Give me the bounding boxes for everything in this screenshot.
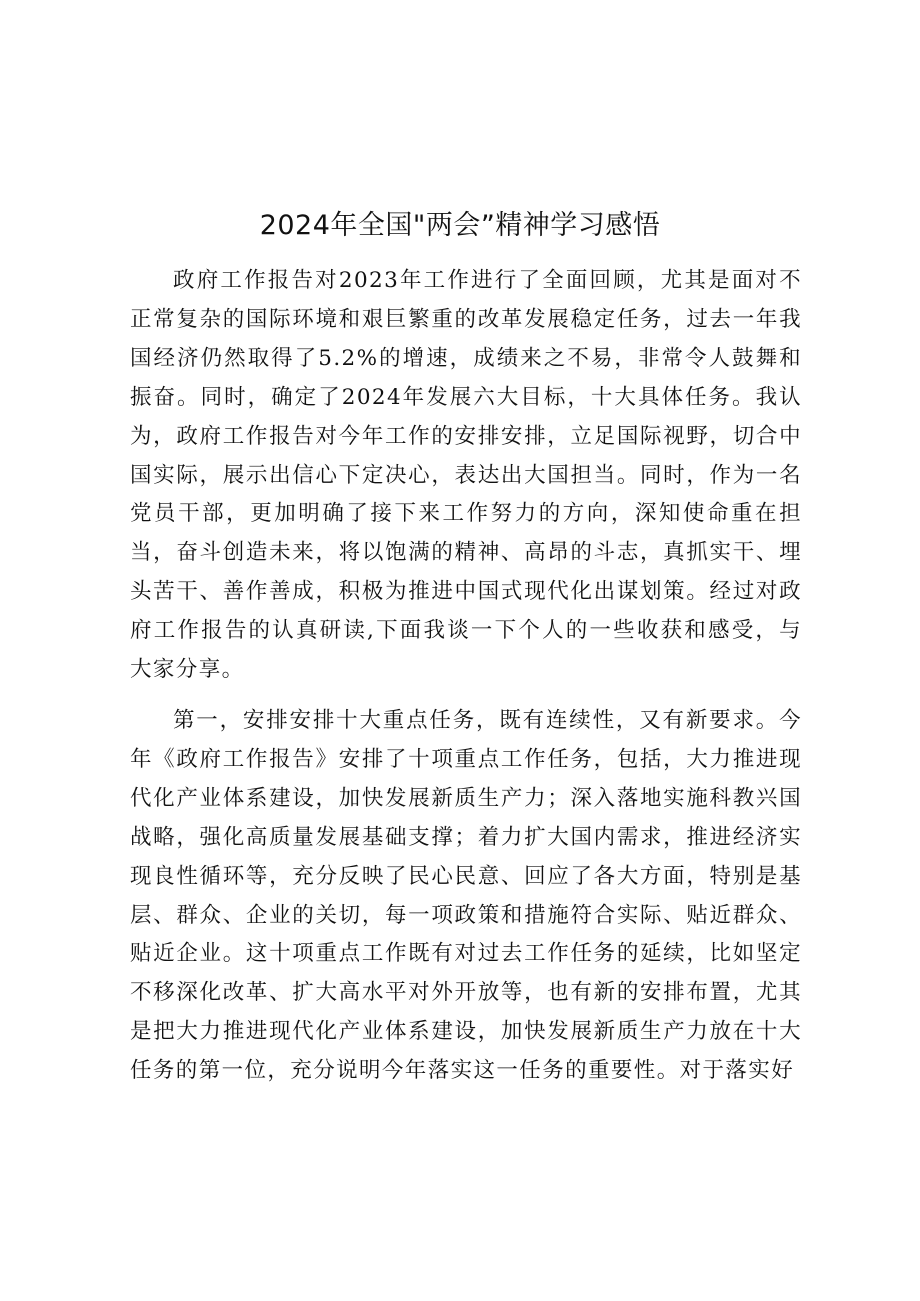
paragraph-1: 政府工作报告对2023年工作进行了全面回顾，尤其是面对不正常复杂的国际环境和艰巨繁重的改革发展稳定任务，过去一年我国经济仍然取得了5.2%的增速，成绩来之不易，非常令人鼓舞和振奋。同时，确定了2024年发展六大目标，十大具体任务。我认为，政府工作报告对今年工作的安排安排，立足国际视野，切合中国实际，展示出信心下定决心，表达出大国担当。同时，作为一名党员干部，更加明确了接下来工作努力的方向，深知使命重在担当，奋斗创造未来，将以饱满的精神、高昂的斗志，真抓实干、埋头苦干、善作善成，积极为推进中国式现代化出谋划策。经过对政府工作报告的认真研读,下面我谈一下个人的一些收获和感受，与大家分享。 <box>130 268 802 683</box>
document-body <box>130 262 802 1091</box>
paragraph-2: 第一，安排安排十大重点任务，既有连续性，又有新要求。今年《政府工作报告》安排了十项重点工作任务，包括，大力推进现代化产业体系建设，加快发展新质生产力；深入落地实施科教兴国战略，强化高质量发展基础支撑；着力扩大国内需求，推进经济实现良性循环等，充分反映了民心民意、回应了各大方面，特别是基层、群众、企业的关切，每一项政策和措施符合实际、贴近群众、贴近企业。这十项重点工作既有对过去工作任务的延续，比如坚定不移深化改革、扩大高水平对外开放等，也有新的安排布置，尤其是把大力推进现代化产业体系建设，加快发展新质生产力放在十大任务的第一位，充分说明今年落实这一任务的重要性。对于落实好 <box>130 707 802 1084</box>
document-title: 2024年全国"两会”精神学习感悟 <box>259 210 661 241</box>
